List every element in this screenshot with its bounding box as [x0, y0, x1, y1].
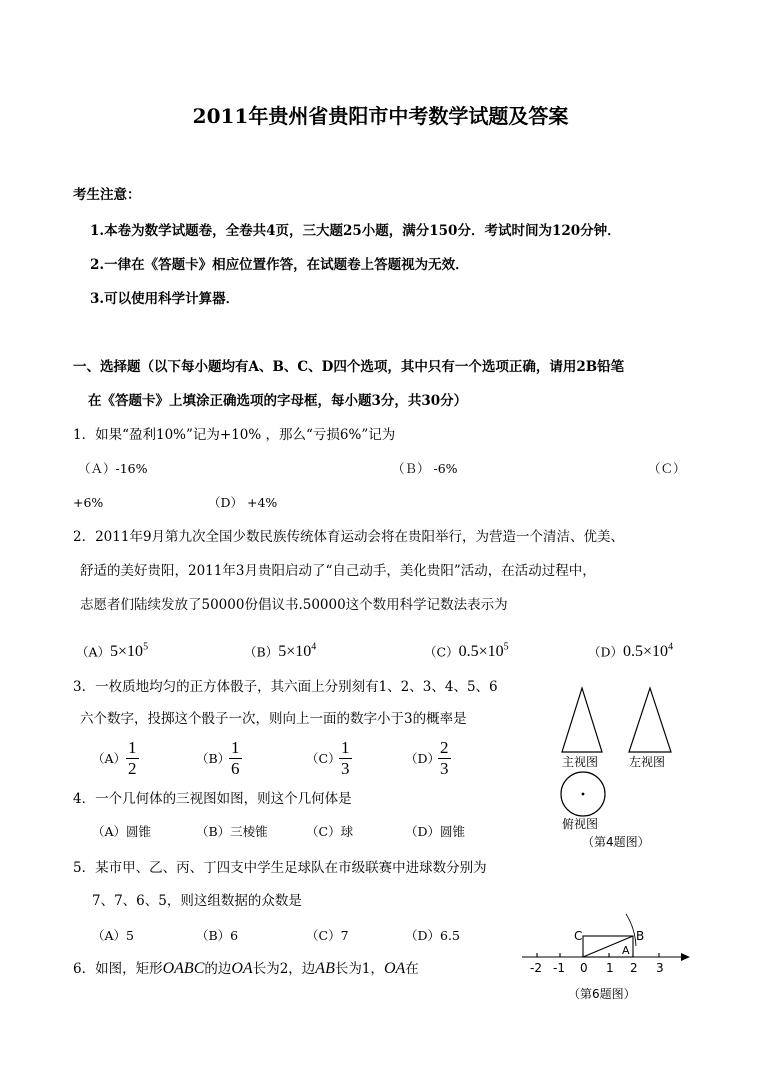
q2-option-c: $(C)0.5\times 10^5$ [424, 642, 509, 661]
left-view-triangle [629, 688, 671, 752]
tick-label-1: 1 [606, 961, 614, 975]
q5-option-c: （C）7 [306, 928, 349, 943]
q3-option-a-fraction: $\frac{1}{2}$ [128, 738, 137, 778]
q4-option-a: （A）圆锥 [92, 824, 152, 839]
q2-line2: 舒适的美好贵阳，2011年3月贵阳启动了“自己动手，美化贵阳”活动，在活动过程中， [80, 563, 596, 579]
q2-line3: 志愿者们陆续发放了50000份倡议书.50000这个数用科学记数法表示为 [80, 597, 508, 613]
tick-label-0: 0 [580, 961, 588, 975]
q1-option-c-value: +6% [73, 495, 104, 510]
q4-figure-caption: （第4题图） [582, 835, 650, 849]
tick-label-2: 2 [630, 961, 638, 975]
q1-option-a: （Ａ）-16% [78, 461, 148, 476]
q6-figure-caption: （第6题图） [568, 987, 636, 1001]
q2-line1: 2．2011年9月第九次全国少数民族传统体育运动会将在贵阳举行，为营造一个清洁、优美、 [73, 529, 625, 545]
q5-line1: 5．某市甲、乙、丙、丁四支中学生足球队在市级联赛中进球数分别为 [73, 860, 487, 876]
q5-line2: 7、7、6、5，则这组数据的众数是 [92, 893, 302, 909]
number-line-ticks [537, 953, 659, 957]
tick-label-minus1: -1 [553, 961, 565, 975]
q6-number-line-figure [518, 912, 698, 1008]
point-b-label: B [636, 929, 645, 943]
q3-option-b-label: （B） [196, 751, 231, 766]
point-a-label: A [622, 944, 630, 957]
point-c-label: C [574, 929, 583, 943]
q4-option-d: （D）圆锥 [405, 824, 466, 839]
q1-stem: 1．如果“盈利10%”记为+10% ，那么“亏损6%”记为 [73, 427, 396, 443]
q3-option-c-fraction: $\frac{1}{3}$ [341, 738, 350, 778]
q3-option-a-label: （A） [92, 751, 127, 766]
tick-label-minus2: -2 [530, 961, 542, 975]
q4-option-b: （B）三棱锥 [196, 824, 268, 839]
q6-stem: 6．如图，矩形OABC的边OA长为2，边AB长为1，OA在 [73, 960, 419, 977]
q5-option-b: （B）6 [196, 928, 239, 943]
section1-line2: 在《答题卡》上填涂正确选项的字母框，每小题3分，共30分） [88, 393, 468, 409]
q3-option-d-fraction: $\frac{2}{3}$ [440, 738, 449, 778]
q2-option-b: $(B)5\times 10^4$ [244, 642, 317, 661]
q3-option-b-fraction: $\frac{1}{6}$ [231, 738, 240, 778]
notice-item-1: 1.本卷为数学试题卷，全卷共4页，三大题25小题，满分150分．考试时间为120分钟． [90, 223, 621, 239]
arc-from-b [626, 914, 636, 946]
section1-line1: 一、选择题（以下每小题均有A、B、C、D四个选项，其中只有一个选项正确，请用2B铅笔 [73, 359, 625, 375]
q3-line2: 六个数字，投掷这个骰子一次，则向上一面的数字小于3的概率是 [80, 711, 467, 727]
front-view-triangle [562, 688, 602, 752]
q5-option-a: （A）5 [92, 928, 134, 943]
q2-option-d: $(D)0.5\times 10^4$ [588, 642, 674, 661]
left-view-label: 左视图 [629, 755, 666, 769]
notice-heading: 考生注意： [73, 187, 141, 203]
q3-option-c-label: （C） [306, 751, 341, 766]
q2-option-a: $(A)5\times 10^5$ [76, 642, 149, 661]
q4-stem: 4．一个几何体的三视图如图，则这个几何体是 [73, 791, 352, 807]
q3-line1: 3．一枚质地均匀的正方体骰子，其六面上分别刻有1、2、3、4、5、6 [73, 679, 498, 695]
front-view-label: 主视图 [562, 755, 599, 769]
q3-option-d-label: （D） [405, 751, 441, 766]
q4-three-views-figure [545, 680, 715, 855]
number-line-arrow [681, 953, 690, 961]
tick-label-3: 3 [656, 961, 664, 975]
q5-option-d: （D）6.5 [405, 928, 460, 943]
notice-item-2: 2.一律在《答题卡》相应位置作答，在试题卷上答题视为无效． [90, 257, 469, 273]
top-view-center-dot [582, 793, 585, 796]
q1-option-d: （D） +4% [208, 495, 278, 510]
q1-option-b: （Ｂ） -6% [392, 461, 458, 476]
page-title: 2011年贵州省贵阳市中考数学试题及答案 [192, 104, 569, 128]
q1-option-c: （Ｃ） [648, 461, 686, 476]
top-view-label: 俯视图 [562, 817, 599, 831]
notice-item-3: 3.可以使用科学计算器． [90, 291, 240, 307]
q4-option-c: （C）球 [306, 824, 354, 839]
